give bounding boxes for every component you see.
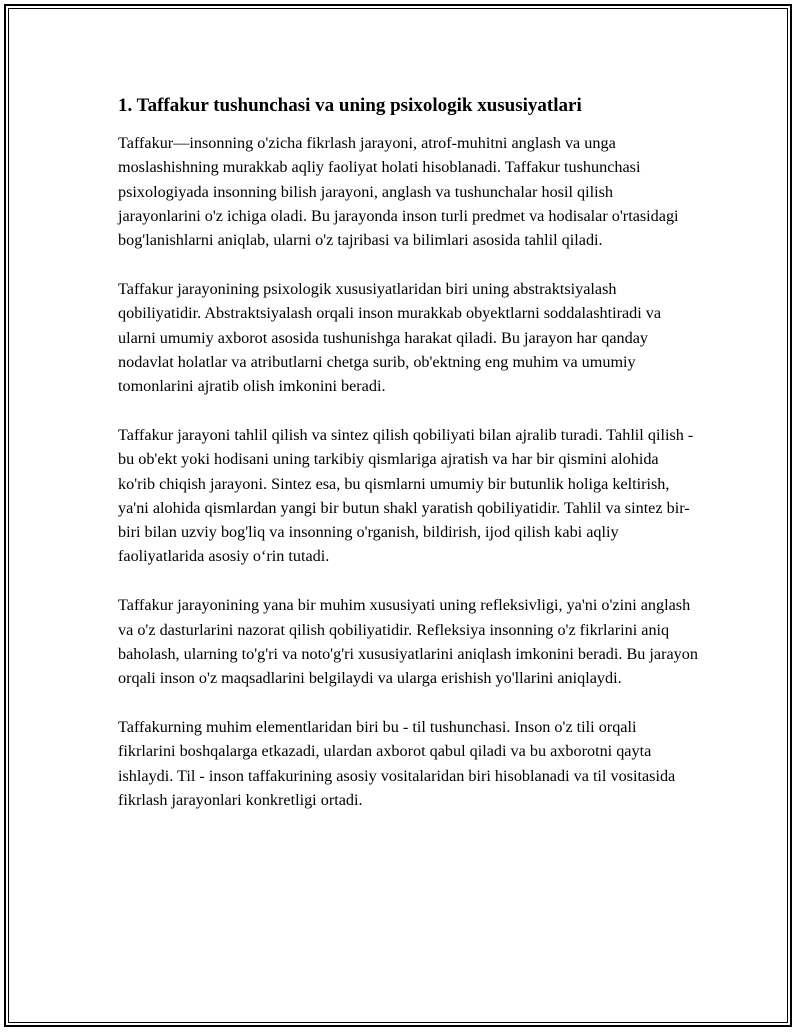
paragraph-1: Taffakur—insonning o'zicha fikrlash jarayoni, atrof-muhitni anglash va unga moslashishning murakkab aqliy faoliyat holati hisoblanadi. Taffakur tushunchasi psixologiyada insonning bilish jarayoni, anglash va tushunchalar hosil qilish jarayonlarini o'z ichiga oladi. Bu jarayonda inson turli predmet va hodisalar o'rtasidagi bog'lanishlarni aniqlab, ularni o'z tajribasi va bilimlari asosida tahlil qiladi.	[118, 134, 679, 250]
paragraph-5: Taffakurning muhim elementlaridan biri bu - til tushunchasi. Inson o'z tili orqali fikrlarini boshqalarga etkazadi, ulardan axborot qabul qiladi va bu axborotni qayta ishlaydi. Til - inson taffakurining asosiy vositalaridan biri hisoblanadi va til vositasida fikrlash jarayonlari konkretligi ortadi.	[118, 717, 676, 809]
document-body	[118, 93, 698, 837]
paragraph-4: Taffakur jarayonining yana bir muhim xususiyati uning refleksivligi, ya'ni o'zini anglash va o'z dasturlarini nazorat qilish qobiliyatidir. Refleksiya insonning o'z fikrlarini aniq baholash, ularning to'g'ri va noto'g'ri xususiyatlarini aniqlash imkonini beradi. Bu jarayon orqali inson o'z maqsadlarini belgilaydi va ularga erishish yo'llarini aniqlaydi.	[118, 596, 698, 688]
paragraph-2: Taffakur jarayonining psixologik xususiyatlaridan biri uning abstraktsiyalash qobiliyatidir. Abstraktsiyalash orqali inson murakkab obyektlarni soddalashtiradi va ularni umumiy axborot asosida tushunishga harakat qiladi. Bu jarayon har qanday nodavlat holatlar va atributlarni chetga surib, ob'ektning eng muhim va umumiy tomonlarini ajratib olish imkonini beradi.	[118, 279, 662, 396]
paragraph-3: Taffakur jarayoni tahlil qilish va sintez qilish qobiliyati bilan ajralib turadi. Tahlil qilish - bu ob'ekt yoki hodisani uning tarkibiy qismlariga ajratish va har bir qismini alohida ko'rib chiqish jarayoni. Sintez esa, bu qismlarni umumiy bir butunlik holiga keltirish, ya'ni alohida qismlardan yangi bir butun shakl yaratish qobiliyatidir. Tahlil va sintez bir-biri bilan uzviy bog'liq va insonning o'rganish, bildirish, ijod qilish kabi aqliy faoliyatlarida asosiy o‘rin tutadi.	[118, 425, 694, 566]
section-heading: 1. Taffakur tushunchasi va uning psixologik xususiyatlari	[118, 95, 582, 116]
